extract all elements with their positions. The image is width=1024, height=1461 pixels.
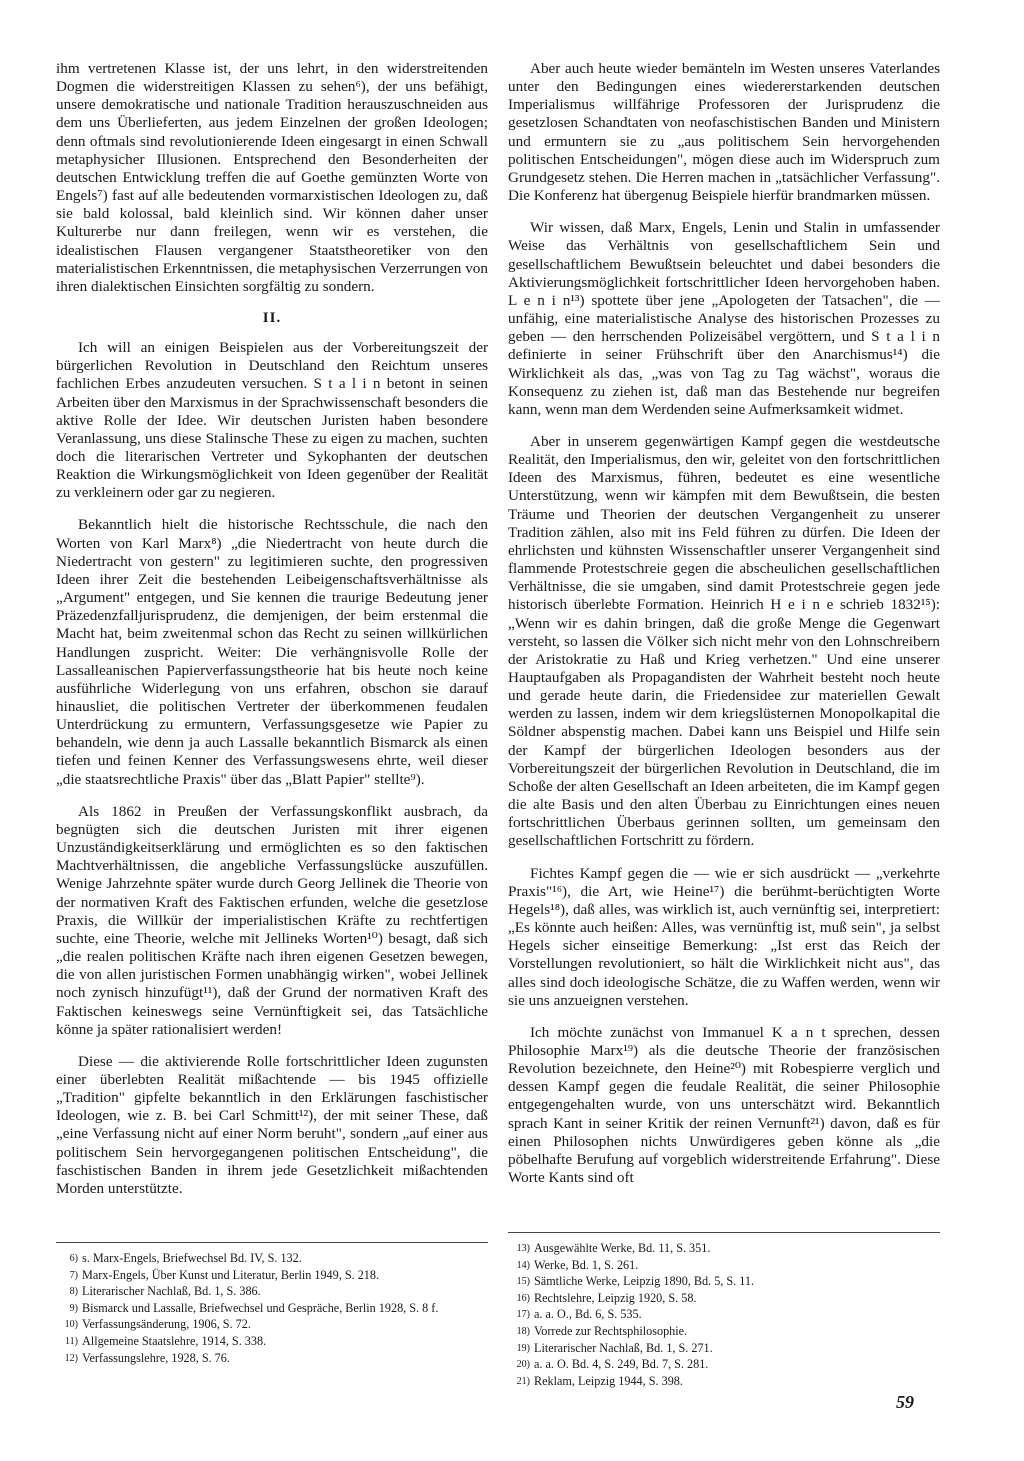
footnote-number: 7): [69, 1269, 78, 1281]
footnote-number: 9): [69, 1302, 78, 1314]
footnote-number: 19): [516, 1342, 530, 1354]
footnote-number: 15): [516, 1276, 530, 1288]
footnote-text: Vorrede zur Rechtsphilosophie.: [534, 1323, 688, 1338]
footnote-text: Literarischer Nachlaß, Bd. 1, S. 271.: [534, 1340, 713, 1355]
footnote-text: Literarischer Nachlaß, Bd. 1, S. 386.: [82, 1284, 261, 1299]
footnote: [508, 1374, 940, 1390]
paragraph: Diese — die aktivierende Rolle fortschrittlicher Ideen zugunsten einer überlebten Realität mißachtende — bis 1945 offizielle „Tradition" gipfelte bekanntlich in den Erklärungen faschistischer Ideologen, wie z. B. bei Carl Schmitt¹²), der mit seiner These, daß „eine Verfassung nicht auf einer Norm beruht", sondern „auf einer aus politischem Sein hervorgegangenen politischen Entscheidung", die faschistischen Banden in ihrem jede Gesetzlichkeit mißachtenden Morden unterstützte.: [56, 1052, 488, 1197]
section-heading: II.: [262, 310, 282, 327]
footnote: [508, 1324, 940, 1340]
footnote-number: 20): [516, 1359, 530, 1371]
footnote-text: Rechtslehre, Leipzig 1920, S. 58.: [534, 1290, 697, 1305]
footnote-text: Ausgewählte Werke, Bd. 11, S. 351.: [534, 1241, 711, 1255]
footnote-text: Sämtliche Werke, Leipzig 1890, Bd. 5, S. 11.: [534, 1274, 755, 1289]
footnote-text: s. Marx-Engels, Briefwechsel Bd. IV, S. 132.: [82, 1251, 302, 1265]
footnote-text: Allgemeine Staatslehre, 1914, S. 338.: [82, 1333, 267, 1348]
paragraph: Als 1862 in Preußen der Verfassungskonflikt ausbrach, da begnügten sich die deutschen Juristen mit ihrer eigenen Unzuständigkeitserklärung und ermöglichten es so den faktischen Machtverhältnissen, die angebliche Verfassungslücke auszufüllen. Wenige Jahrzehnte später wurde durch Georg Jellinek die Theorie von der normativen Kraft des Faktischen erfunden, welche die gesetzlose Praxis, die Willkür der imperialistischen Kräfte zu rechtfertigen suchte, eine Theorie, welche mit Jellineks Worten¹⁰) besagt, daß sich „die realen politischen Kräfte nach ihren eigenen Gesetzen bewegen, die von allen juristischen Formen unabhängig wirken", wobei Jellinek noch zynisch hinzufügt¹¹), daß der Grund der normativen Kraft des Faktischen keineswegs seine Vernünftigkeit sei, das Tatsächliche könne ja später rationalisiert werden!: [56, 802, 488, 1038]
footnote-text: Verfassungslehre, 1928, S. 76.: [82, 1350, 230, 1365]
footnote: [56, 1351, 488, 1367]
page-number: 59: [896, 1392, 914, 1412]
footnote-number: 21): [516, 1375, 530, 1387]
footnote-text: Marx-Engels, Über Kunst und Literatur, Berlin 1949, S. 218.: [82, 1267, 380, 1282]
paragraph: Wir wissen, daß Marx, Engels, Lenin und Stalin in umfassender Weise das Verhältnis von gesellschaftlichem Sein und gesellschaftlichem Bewußtsein beleuchtet und dabei besonders die Aktivierungsmöglichkeit fortschrittlicher Ideen hervorgehoben haben. L e n i n¹³) spottete über jene „Apologeten der Tatsachen", die — unfähig, eine materialistische Analyse des historischen Prozesses zu geben — den herrschenden Polizeisäbel vergöttern, und S t a l i n definierte in seiner Frühschrift über den Anarchismus¹⁴) die Wirklichkeit als das, „was von Tag zu Tag wächst", woraus die Konsequenz zu ziehen ist, daß man das Bestehende nur begreifen kann, wenn man dem Werdenden seine Aufmerksamkeit widmet.: [508, 219, 940, 418]
paragraph: Bekanntlich hielt die historische Rechtsschule, die nach den Worten von Karl Marx⁸) „die Niedertracht von heute durch die Niedertracht von gestern" zu legitimieren suchte, den progressiven Ideen ihrer Zeit die bestehenden Leibeigenschaftsverhältnisse als „Argument" entgegen, und Sie kennen die traurige Bedeutung jener Präzedenzfalljurisprudenz, die demjenigen, der beim erstenmal die Macht hat, beim zweitenmal schon das Recht zu seinen willkürlichen Handlungen zuspricht. Weiter: Die verhängnisvolle Rolle der Lassalleanischen Papierverfassungstheorie hat bis heute noch keine ausführliche Widerlegung von uns erfahren, obschon sie darauf hinausliet, die politischen Vertreter der überkommenen feudalen Unterdrückung zu ermuntern, Verfassungsgesetze wie Papier zu behandeln, wie denn ja auch Lassalle bekanntlich Bismarck als einen tiefen und feinen Kenner des Verfassungswesens ehrte, weil dieser „die staatsrechtliche Praxis" über das „Blatt Papier" stellte⁹).: [56, 516, 488, 788]
footnote-text: Bismarck und Lassalle, Briefwechsel und Gespräche, Berlin 1928, S. 8 f.: [82, 1300, 439, 1315]
footnote: [508, 1258, 940, 1274]
footnote-text: a. a. O. Bd. 4, S. 249, Bd. 7, S. 281.: [534, 1357, 709, 1372]
left-text-column: [56, 60, 488, 1212]
footnote: [56, 1268, 488, 1284]
footnote: [56, 1301, 488, 1317]
footnote-number: 10): [64, 1319, 78, 1331]
footnote: [508, 1241, 940, 1257]
paragraph: Fichtes Kampf gegen die — wie er sich ausdrückt — „verkehrte Praxis"¹⁶), die Art, wie Heine¹⁷) die berühmt-berüchtigten Worte Hegels¹⁸), daß alles, was wirklich ist, auch vernünftig sei, interpretiert: „Es könnte auch heißen: Alles, was vernünftig ist, muß sein", ja selbst Hegels sicher einseitige Bemerkung: „Ist erst das Reich der Vorstellungen revolutioniert, so hält die Wirklichkeit nicht aus", das alles sind doch ideologische Schätze, die zu Waffen werden, wenn wir sie uns anzueignen verstehen.: [508, 864, 940, 1009]
footnote-text: Verfassungsänderung, 1906, S. 72.: [82, 1317, 251, 1332]
footnote-number: 12): [64, 1352, 78, 1364]
footnote-number: 18): [516, 1325, 530, 1337]
footnote-number: 8): [69, 1286, 78, 1298]
footnote: [508, 1341, 940, 1357]
footnote-number: 17): [516, 1309, 530, 1321]
footnote: [508, 1357, 940, 1373]
paragraph: ihm vertretenen Klasse ist, der uns lehrt, in den widerstreitenden Dogmen die widerstreitigen Klassen zu sehen⁶), der uns befähigt, unsere demokratische und nationale Tradition herauszuschneiden aus dem uns Überlieferten, aus jedem Einzelnen der großen Ideologen; denn oftmals sind revolutionierende Ideen eingesargt in einen Schwall metaphysicher Illusionen. Entsprechend den Besonderheiten der deutschen Entwicklung treffen die auf Goethe gemünzten Worte von Engels⁷) fast auf alle bedeutenden vormarxistischen Ideologen zu, daß sie bald kolossal, bald kleinlich sind. Wir können daher unser Kulturerbe nur dann freilegen, wenn wir es verstehen, die idealistischen Flausen vergangener Staatstheoretiker von den materialistischen Erkenntnissen, die metaphysischen Verzerrungen von ihren dialektischen Einsichten sorgfältig zu sondern.: [56, 60, 488, 295]
footnote: [56, 1317, 488, 1333]
footnote-number: 16): [516, 1292, 530, 1304]
paragraph: Aber in unserem gegenwärtigen Kampf gegen die westdeutsche Realität, den Imperialismus, den wir, geleitet von den fortschrittlichen Ideen des Marxismus, führen, bedeutet es eine wesentliche Unterstützung, wenn wir kämpfen mit dem Bewußtsein, die besten Träume und Theorien der deutschen Vergangenheit zu unserer Tradition zählen, also mit ins Feld führen zu dürfen. Die Ideen der ehrlichsten und kühnsten Wissenschaftler unserer Vergangenheit sind flammende Protestschreie gegen die abscheulichen gesellschaftlichen Verhältnisse, die sie umgaben, sind damit Protestschreie gegen jede historisch überlebte Formation. Heinrich H e i n e schrieb 1832¹⁵): „Wenn wir es dahin bringen, daß die große Menge die Gegenwart versteht, so lassen die Völker sich nicht mehr von den Lohnschreibern der Aristokratie zu Haß und Krieg verhetzen." Und eine unserer Hauptaufgaben als Propagandisten der Wahrheit besteht noch heute und gerade heute darin, die Friedensidee zur materiellen Gewalt werden zu lassen, indem wir dem kriegslüsternen Monopolkapital die Söldner abspenstig machen. Dabei kann uns Beispiel und Hilfe sein der Kampf der bürgerlichen Ideologen besonders aus der Vorbereitungszeit der bürgerlichen Revolution in Deutschland, die im Schoße der alten Gesellschaft an Ideen arbeiteten, die im Kampf gegen die alte Basis und den alten Überbau zu Einrichtungen eines neuen fortschrittlichen Überbaus gerinnen sollten, um gemeinsam den gesellschaftlichen Fortschritt zu fördern.: [508, 432, 940, 850]
footnote-divider: [56, 1242, 488, 1243]
footnote: [56, 1251, 488, 1267]
footnote-number: 6): [69, 1253, 78, 1264]
footnote-text: Werke, Bd. 1, S. 261.: [534, 1257, 639, 1272]
footnote: [56, 1334, 488, 1350]
footnote: [508, 1274, 940, 1290]
footnote-number: 13): [516, 1243, 530, 1254]
footnotes-left: [56, 1242, 488, 1367]
footnote-number: 14): [516, 1259, 530, 1271]
footnotes-right: [508, 1232, 940, 1390]
right-text-column: [508, 60, 940, 1201]
paragraph: Ich möchte zunächst von Immanuel K a n t sprechen, dessen Philosophie Marx¹⁹) als die deutsche Theorie der französischen Revolution bezeichnete, den Heine²⁰) mit Robespierre verglich und dessen Kampf gegen die feudale Realität, die seiner Philosophie entgegengehalten wurde, von uns unterschätzt wird. Bekanntlich sprach Kant in seiner Kritik der reinen Vernunft²¹) davon, daß es für einen Philosophen nichts Unwürdigeres geben könne als „die pöbelhafte Berufung auf vorgeblich widerstreitende Erfahrung". Diese Worte Kants sind oft: [508, 1023, 940, 1187]
footnote-number: 11): [65, 1335, 78, 1347]
footnote: [56, 1284, 488, 1300]
paragraph: Aber auch heute wieder bemänteln im Westen unseres Vaterlandes unter den Bedingungen eines wiedererstarkenden deutschen Imperialismus willfährige Professoren der Jurisprudenz die gesetzlosen Schandtaten von neofaschistischen Banden und Ministern und ermuntern sie zu „aus politischem Sein hervorgehenden politischen Entscheidungen", mögen diese auch im Widerspruch zum Grundgesetz stehen. Die Herren machen in „tatsächlicher Verfassung". Die Konferenz hat übergenug Beispiele hierfür brandmarken müssen.: [508, 60, 940, 205]
footnote: [508, 1291, 940, 1307]
paragraph: Ich will an einigen Beispielen aus der Vorbereitungszeit der bürgerlichen Revolution in Deutschland den Reichtum unseres fachlichen Erbes anzudeuten versuchen. S t a l i n betont in seinen Arbeiten über den Marxismus in der Sprachwissenschaft besonders die aktive Rolle der Idee. Wir deutschen Juristen haben besondere Veranlassung, uns diese Stalinsche These zu eigen zu machen, suchten doch die literarischen Vertreter und Sykophanten der deutschen Reaktion die Wirkungsmöglichkeit von Ideen gegenüber der Realität zu verkleinern oder gar zu negieren.: [56, 339, 488, 502]
footnote-text: Reklam, Leipzig 1944, S. 398.: [534, 1373, 683, 1388]
footnote: [508, 1307, 940, 1323]
footnote-divider: [508, 1232, 940, 1233]
footnote-text: a. a. O., Bd. 6, S. 535.: [534, 1307, 642, 1322]
